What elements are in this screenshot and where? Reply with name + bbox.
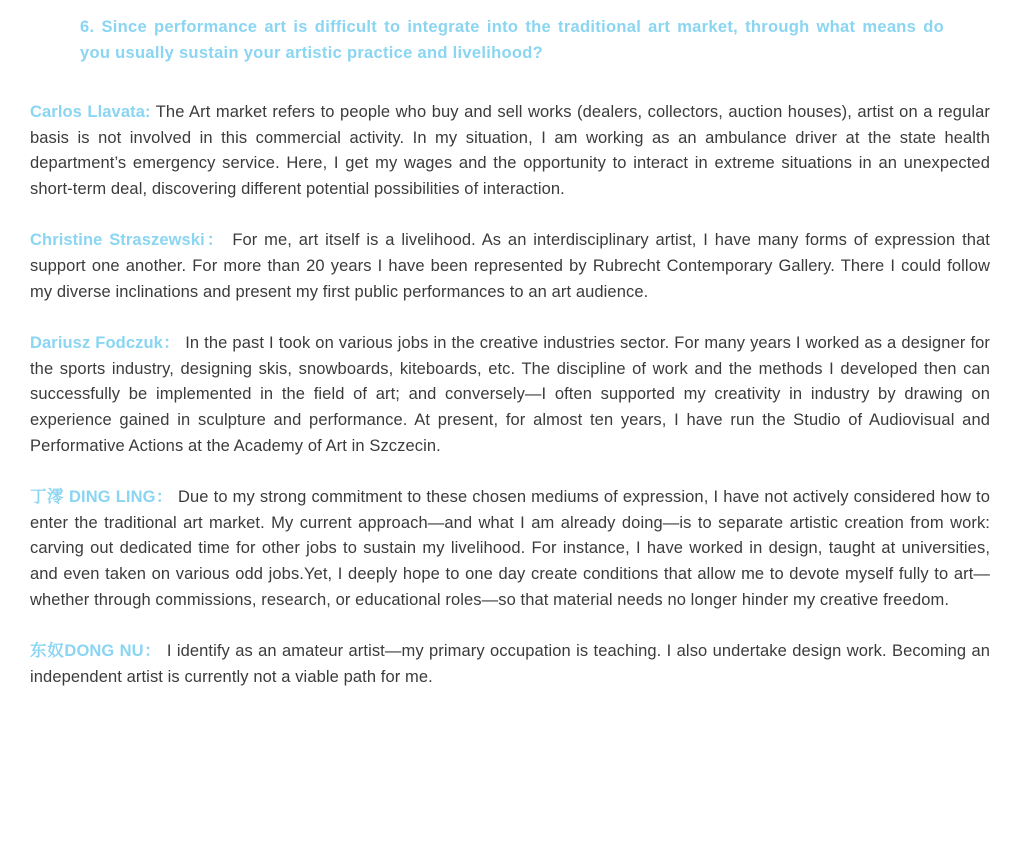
answer-text-dong-nu: I identify as an amateur artist—my primary occupation is teaching. I also undertake design work. Becoming an independent artist is currently not a viable path for me. xyxy=(30,642,990,686)
answer-text-christine-straszewski: For me, art itself is a livelihood. As an interdisciplinary artist, I have many forms of expression that support one another. For more than 20 years I have been represented by Rubrecht Contemporary Gallery. There I could follow my diverse inclinations and present my first public performances to an art audience. xyxy=(30,231,990,301)
answer-paragraph-dariusz-fodczuk xyxy=(30,331,990,459)
speaker-name-dong-nu: 东奴DONG NU： xyxy=(30,642,162,661)
answer-paragraph-christine-straszewski xyxy=(30,228,990,305)
answer-paragraph-dong-nu xyxy=(30,639,990,690)
speaker-name-dariusz-fodczuk: Dariusz Fodczuk： xyxy=(30,334,181,353)
answer-text-ding-ling: Due to my strong commitment to these chosen mediums of expression, I have not actively considered how to enter the traditional art market. My current approach—and what I am already doing—is to separate artistic creation from work: carving out dedicated time for other jobs to sustain my livelihood. For instance, I have worked in design, taught at universities, and even taken on various odd jobs.Yet, I deeply hope to one day create conditions that allow me to devote myself fully to art—whether through commissions, research, or educational roles—so that material needs no longer hinder my creative freedom. xyxy=(30,488,990,609)
answer-text-carlos-llavata: The Art market refers to people who buy and sell works (dealers, collectors, auction houses), artist on a regular basis is not involved in this commercial activity. In my situation, I am working as an ambulance driver at the state health department’s emergency service. Here, I get my wages and the opportunity to interact in extreme situations in an unexpected short-term deal, discovering different potential possibilities of interaction. xyxy=(30,103,990,198)
question-number: 6. xyxy=(80,18,95,36)
answer-paragraph-ding-ling xyxy=(30,485,990,613)
speaker-name-carlos-llavata: Carlos Llavata: xyxy=(30,103,151,121)
question-text: Since performance art is difficult to integrate into the traditional art market, through what means do you usually sustain your artistic practice and livelihood? xyxy=(80,18,944,62)
answer-paragraph-carlos-llavata xyxy=(30,100,990,202)
answer-text-dariusz-fodczuk: In the past I took on various jobs in the creative industries sector. For many years I worked as a designer for the sports industry, designing skis, snowboards, kiteboards, etc. The discipline of work and the methods I developed then can successfully be implemented in the field of art; and conversely—I often supported my creativity in industry by drawing on experience gained in sculpture and performance. At present, for almost ten years, I have run the Studio of Audiovisual and Performative Actions at the Academy of Art in Szczecin. xyxy=(30,334,990,455)
question-heading xyxy=(80,15,944,66)
speaker-name-ding-ling: 丁澪 DING LING： xyxy=(30,488,173,507)
speaker-name-christine-straszewski: Christine Straszewski： xyxy=(30,231,226,250)
